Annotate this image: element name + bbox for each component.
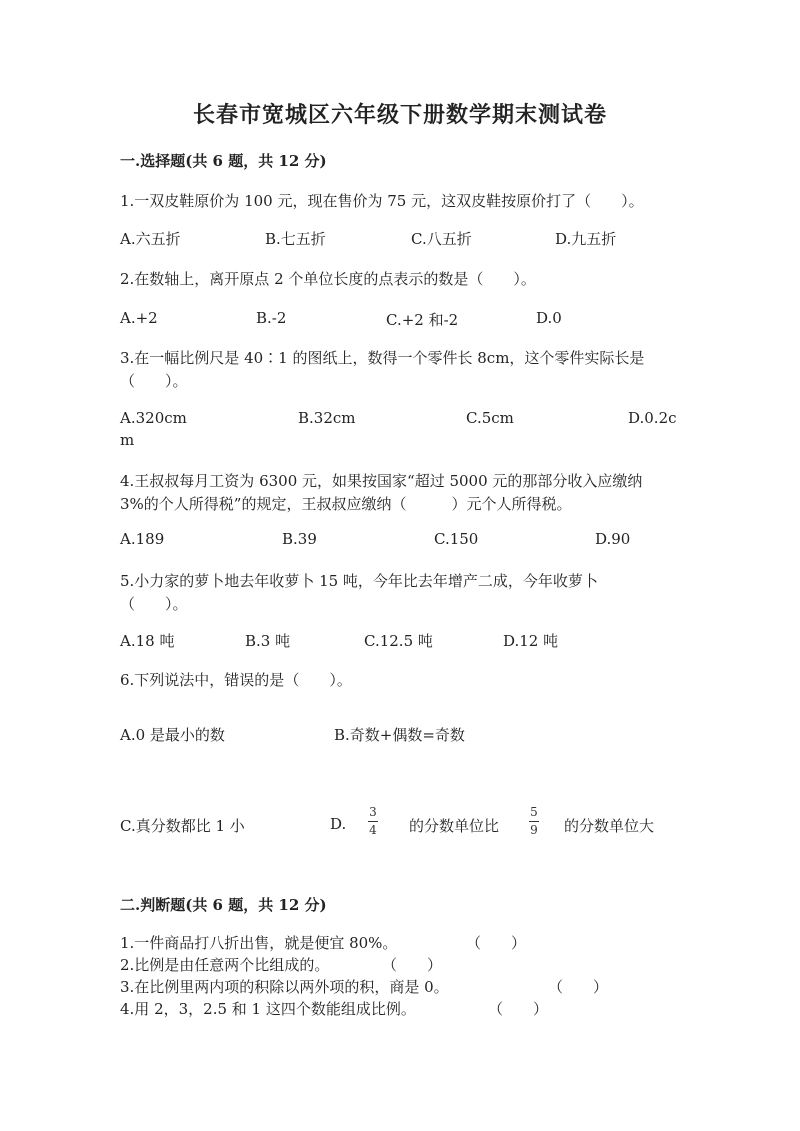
option-b: B.奇数+偶数=奇数	[334, 726, 465, 744]
option-c: C.150	[434, 530, 479, 548]
judge-item: 4.用 2，3，2.5 和 1 这四个数能组成比例。	[120, 1000, 416, 1018]
option-c: C.真分数都比 1 小	[120, 817, 245, 835]
option-a: A.六五折	[120, 230, 181, 248]
option-d: D.九五折	[555, 230, 617, 248]
answer-paren: （ ）	[466, 934, 527, 952]
option-a: A.320cm	[120, 409, 187, 427]
section-heading: 二.判断题(共 6 题，共 12 分)	[120, 896, 327, 914]
question-text: 3.在一幅比例尺是 40∶1 的图纸上，数得一个零件长 8cm，这个零件实际长是	[120, 349, 645, 367]
question-text: 5.小力家的萝卜地去年收萝卜 15 吨，今年比去年增产二成，今年收萝卜	[120, 572, 598, 590]
option-c: C.八五折	[411, 230, 472, 248]
question-text-cont: （ ）。	[120, 595, 188, 613]
option-c: C.+2 和-2	[386, 311, 459, 329]
option-d: D.90	[595, 530, 631, 548]
question-text: 1.一双皮鞋原价为 100 元，现在售价为 75 元，这双皮鞋按原价打了（ ）。	[120, 192, 644, 210]
answer-paren: （ ）	[488, 1000, 549, 1018]
question-text-cont: （ ）。	[120, 372, 188, 390]
option-c: C.5cm	[466, 409, 514, 427]
option-d-mid-text: 的分数单位比	[409, 817, 500, 835]
option-d: D.0	[536, 309, 562, 327]
fraction-bar	[529, 821, 539, 822]
fraction-numerator: 5	[530, 805, 538, 819]
option-a: A.18 吨	[120, 632, 175, 650]
fraction-three-quarters	[368, 806, 378, 837]
option-b: B.七五折	[265, 230, 326, 248]
option-d: D.0.2c	[628, 409, 677, 427]
option-d-end-text: 的分数单位大	[564, 817, 655, 835]
judge-item: 1.一件商品打八折出售，就是便宜 80%。	[120, 934, 398, 952]
section-heading: 一.选择题(共 6 题，共 12 分)	[120, 152, 327, 170]
option-d: D.12 吨	[503, 632, 559, 650]
fraction-numerator: 3	[369, 805, 377, 819]
fraction-five-ninths	[529, 806, 539, 837]
question-text-cont: 3%的个人所得税”的规定，王叔叔应缴纳（ ）元个人所得税。	[120, 495, 572, 513]
judge-item: 2.比例是由任意两个比组成的。	[120, 956, 330, 974]
option-b: B.32cm	[298, 409, 356, 427]
judge-item: 3.在比例里两内项的积除以两外项的积，商是 0。	[120, 978, 449, 996]
option-d-overflow: m	[120, 431, 135, 449]
option-b: B.3 吨	[245, 632, 291, 650]
page-title: 长春市宽城区六年级下册数学期末测试卷	[192, 102, 607, 128]
option-a: A.0 是最小的数	[120, 726, 225, 744]
question-text: 2.在数轴上，离开原点 2 个单位长度的点表示的数是（ ）。	[120, 270, 536, 288]
fraction-denominator: 4	[369, 823, 377, 837]
option-b: B.39	[282, 530, 317, 548]
answer-paren: （ ）	[548, 978, 609, 996]
option-c: C.12.5 吨	[364, 632, 433, 650]
option-a: A.189	[120, 530, 165, 548]
fraction-denominator: 9	[530, 823, 538, 837]
option-d: D.	[330, 815, 347, 833]
question-text: 6.下列说法中，错误的是（ ）。	[120, 671, 352, 689]
answer-paren: （ ）	[382, 956, 443, 974]
option-a: A.+2	[120, 309, 158, 327]
fraction-bar	[368, 821, 378, 822]
option-b: B.-2	[256, 309, 287, 327]
question-text: 4.王叔叔每月工资为 6300 元，如果按国家“超过 5000 元的那部分收入应缴纳	[120, 472, 643, 490]
